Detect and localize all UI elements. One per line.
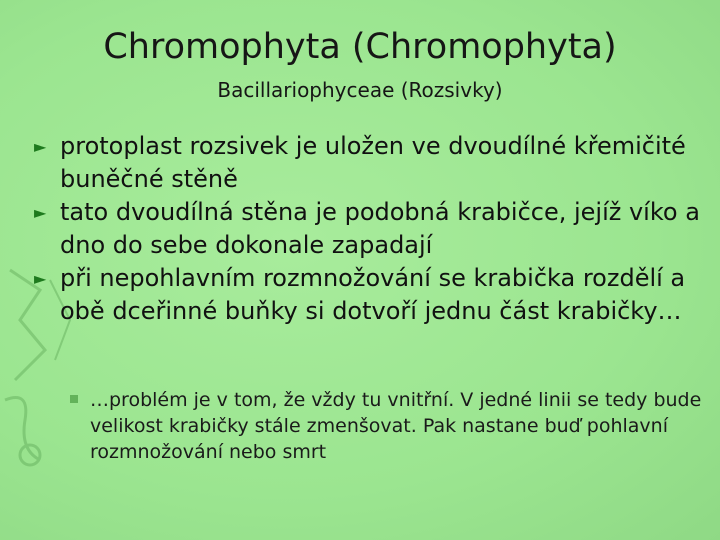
bullet-arrow-icon: ►: [34, 137, 47, 156]
bullet-item: [34, 262, 704, 328]
bullet-arrow-icon: ►: [34, 203, 47, 222]
slide-title: Chromophyta (Chromophyta): [103, 27, 617, 67]
sub-bullet: [70, 387, 710, 465]
bullet-arrow-icon: ►: [34, 269, 47, 288]
bullet-text: tato dvoudílná stěna je podobná krabičce, jejíž víko a dno do sebe dokonale zapadají: [60, 198, 700, 259]
sub-bullet-text: …problém je v tom, že vždy tu vnitřní. V jedné linii se tedy bude velikost krabičky stále zmenšovat. Pak nastane buď pohlavní rozmnožování nebo smrt: [90, 389, 702, 463]
bullet-item: [34, 130, 704, 196]
bullet-item: [34, 196, 704, 262]
bullet-text: při nepohlavním rozmnožování se krabička rozdělí a obě dceřinné buňky si dotvoří jednu část krabičky…: [60, 264, 686, 325]
bullet-list: [34, 130, 704, 328]
square-marker-icon: [70, 395, 78, 403]
slide-subtitle: Bacillariophyceae (Rozsivky): [217, 78, 503, 102]
bullet-text: protoplast rozsivek je uložen ve dvoudílné křemičité buněčné stěně: [60, 132, 686, 193]
